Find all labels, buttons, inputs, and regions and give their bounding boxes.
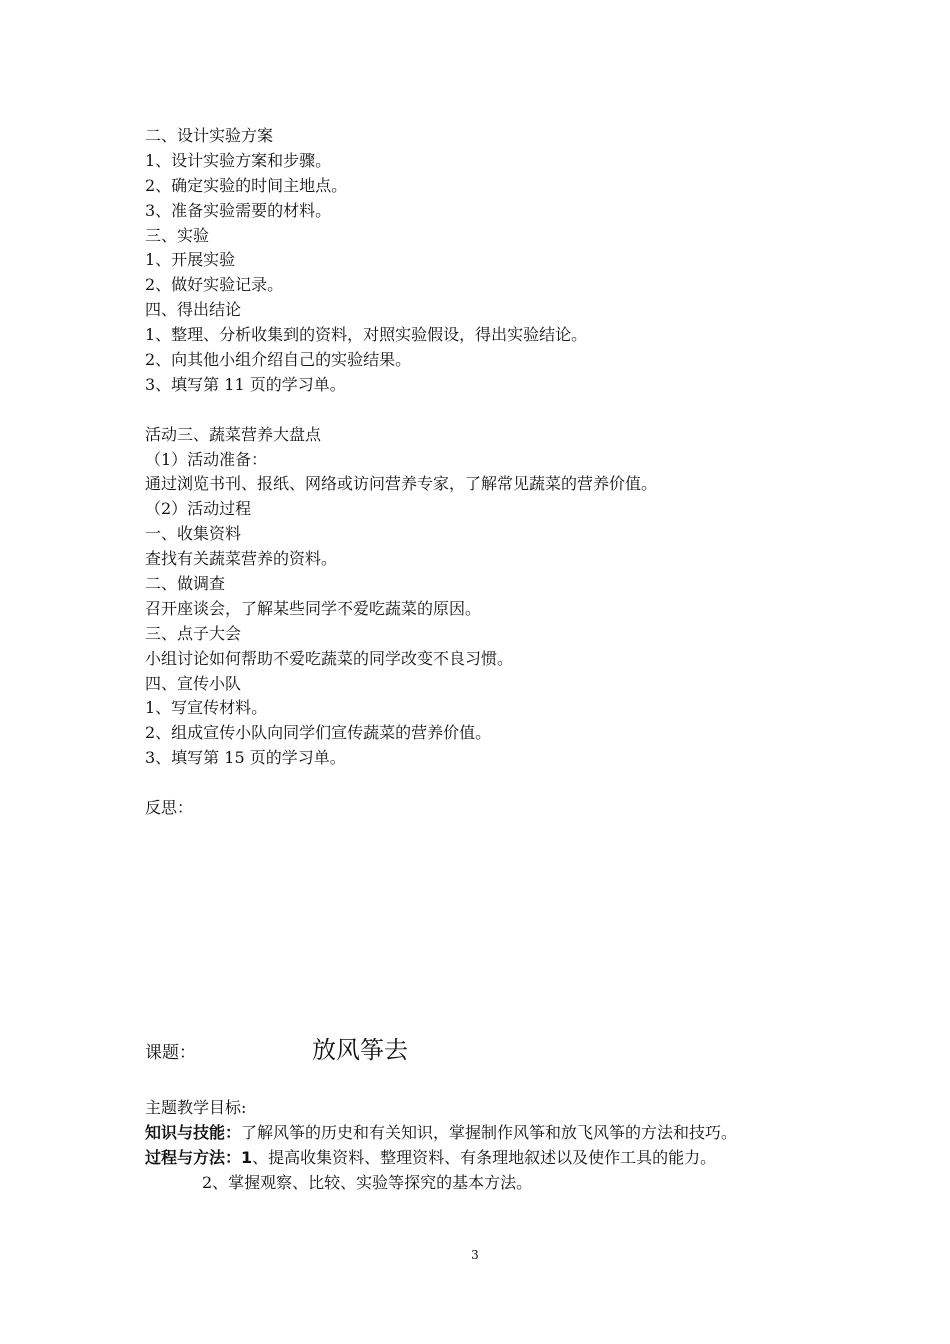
text-line: 查找有关蔬菜营养的资料。 (145, 549, 338, 569)
knowledge-text: 了解风筝的历史和有关知识，掌握制作风筝和放飞风筝的方法和技巧。 (241, 1122, 738, 1142)
text-line: 通过浏览书刊、报纸、网络或访问营养专家，了解常见蔬菜的营养价值。 (145, 474, 658, 494)
text-line: 四、得出结论 (145, 300, 242, 320)
blank-line (145, 398, 825, 423)
text-line: 1、整理、分析收集到的资料，对照实验假设，得出实验结论。 (145, 325, 588, 345)
text-line: 一、收集资料 (145, 524, 242, 544)
text-line: 2、向其他小组介绍自己的实验结果。 (145, 350, 412, 370)
lesson-title: 放风筝去 (312, 1036, 408, 1064)
text-line: 3、填写第 11 页的学习单。 (145, 374, 346, 394)
text-line: （2）活动过程 (145, 499, 252, 519)
process-goal (145, 1146, 825, 1171)
knowledge-goal (145, 1121, 825, 1146)
text-line: 三、实验 (145, 225, 210, 245)
reflection-label: 反思： (145, 798, 194, 818)
lesson-title-row (145, 1030, 825, 1066)
text-line: 1、写宣传材料。 (145, 698, 268, 718)
process-number: 1 (241, 1147, 253, 1167)
blank-line (145, 771, 825, 796)
body-text (145, 124, 825, 821)
goals-heading: 主题教学目标: (145, 1098, 247, 1117)
knowledge-label: 知识与技能： (145, 1122, 242, 1142)
text-line: 3、准备实验需要的材料。 (145, 200, 332, 220)
text-line: 活动三、蔬菜营养大盘点 (145, 424, 322, 444)
page-number: 3 (471, 1248, 479, 1262)
text-line: 召开座谈会，了解某些同学不爱吃蔬菜的原因。 (145, 598, 482, 618)
text-line: 1、设计实验方案和步骤。 (145, 150, 332, 170)
process-label: 过程与方法： (145, 1147, 242, 1167)
text-line: 二、做调查 (145, 574, 226, 594)
text-line: 小组讨论如何帮助不爱吃蔬菜的同学改变不良习惯。 (145, 648, 514, 668)
teaching-goals (145, 1096, 825, 1196)
text-line: （1）活动准备： (145, 449, 268, 469)
text-line: 2、做好实验记录。 (145, 275, 284, 295)
text-line: 2、确定实验的时间主地点。 (145, 175, 348, 195)
text-line: 三、点子大会 (145, 623, 242, 643)
process-goal-item-2: 2、掌握观察、比较、实验等探究的基本方法。 (202, 1172, 533, 1192)
text-line: 3、填写第 15 页的学习单。 (145, 748, 346, 768)
text-line: 1、开展实验 (145, 250, 236, 270)
lesson-label: 课题： (145, 1043, 196, 1063)
text-line: 2、组成宣传小队向同学们宣传蔬菜的营养价值。 (145, 723, 492, 743)
text-line: 四、宣传小队 (145, 673, 242, 693)
text-line: 二、设计实验方案 (145, 126, 274, 145)
process-text: 、提高收集资料、整理资料、有条理地叙述以及使作工具的能力。 (252, 1147, 717, 1167)
